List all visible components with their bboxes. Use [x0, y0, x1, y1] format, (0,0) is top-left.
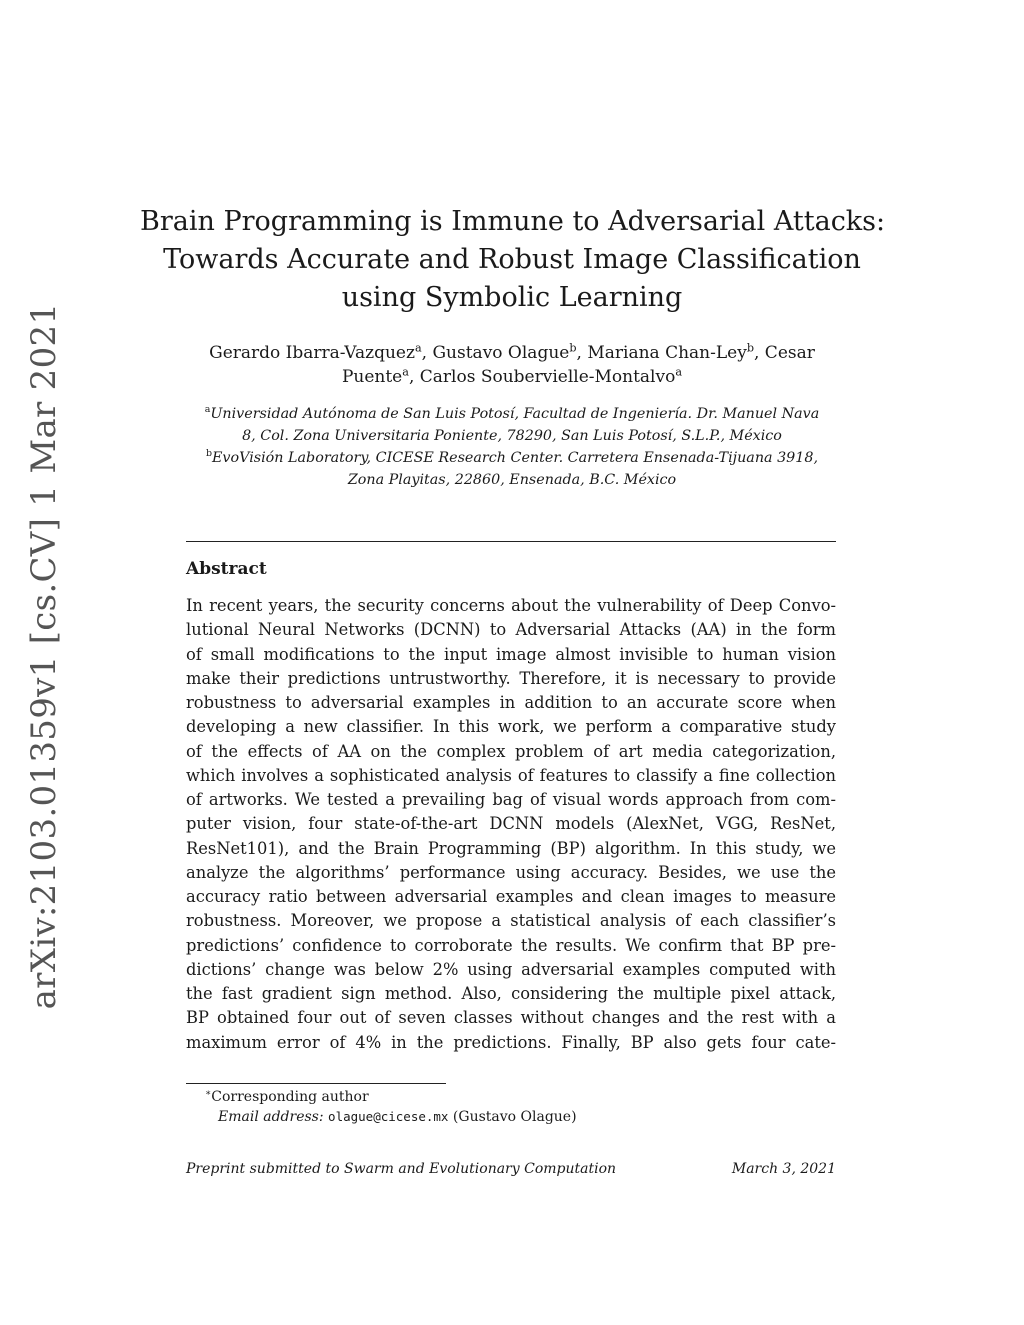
abstract-line: BP obtained four out of seven classes without changes and the rest with a — [186, 1008, 836, 1028]
author-name: Mariana Chan-Ley — [587, 343, 747, 363]
abstract-line: puter vision, four state-of-the-art DCNN models (AlexNet, VGG, ResNet, — [186, 814, 836, 834]
author-list — [140, 341, 884, 389]
abstract-line: of artworks. We tested a prevailing bag of visual words approach from com- — [186, 790, 836, 809]
preprint-note: Preprint submitted to Swarm and Evolutionary Computation — [186, 1161, 617, 1177]
abstract-line: the fast gradient sign method. Also, considering the multiple pixel attack, — [186, 984, 836, 1003]
title-line: Towards Accurate and Robust Image Classification — [163, 244, 861, 275]
footnote-email — [218, 1109, 577, 1125]
author-name: Carlos Soubervielle-Montalvo — [419, 367, 676, 387]
abstract-line: which involves a sophisticated analysis of features to classify a fine collection — [186, 765, 836, 785]
affiliation-line: $^a$Universidad Autónoma de San Luis Potosí, Facultad de Ingeniería. Dr. Manuel Nava — [204, 404, 820, 422]
abstract-line: robustness to adversarial examples in addition to an accurate score when — [186, 693, 836, 712]
footnote-rule — [186, 1083, 446, 1084]
affiliation-mark: a — [414, 341, 422, 355]
abstract-body — [186, 594, 836, 1055]
abstract-line: dictions’ change was below 2% using adversarial examples computed with — [186, 959, 836, 979]
abstract-line: In recent years, the security concerns about the vulnerability of Deep Convo- — [186, 596, 836, 615]
author-line: Gerardo Ibarra-Vazquez$^a$, Gustavo Olague$^b$, Mariana Chan-Ley$^b$, Cesar — [209, 341, 815, 363]
affiliations — [140, 403, 884, 491]
email-address[interactable]: olague@cicese.mx — [328, 1109, 449, 1124]
abstract-line: accuracy ratio between adversarial examples and clean images to measure — [186, 887, 836, 906]
email-owner: (Gustavo Olague) — [452, 1109, 577, 1125]
affiliation-mark: b — [746, 341, 754, 355]
title-line: Brain Programming is Immune to Adversarial Attacks: — [140, 206, 886, 237]
author-line: Puente$^a$, Carlos Soubervielle-Montalvo$^a$ — [341, 365, 683, 387]
affiliation-line: 8, Col. Zona Universitaria Poniente, 78290, San Luis Potosí, S.L.P., México — [242, 428, 782, 444]
author-name: Puente — [341, 367, 403, 387]
abstract-line: maximum error of 4% in the predictions. Finally, BP also gets four cate- — [186, 1032, 836, 1052]
email-label: Email address: — [218, 1109, 324, 1125]
affiliation-line: $^b$EvoVisión Laboratory, CICESE Research Center. Carretera Ensenada-Tijuana 3918, — [205, 448, 819, 466]
abstract-top-rule — [186, 541, 836, 542]
abstract-line: of the effects of AA on the complex problem of art media categorization, — [186, 741, 836, 761]
abstract-line: developing a new classifier. In this work, we perform a comparative study — [186, 717, 836, 737]
abstract-heading: Abstract — [186, 559, 267, 579]
abstract-line: robustness. Moreover, we propose a statistical analysis of each classifier’s — [186, 911, 836, 931]
footnote-mark: ∗ — [205, 1087, 212, 1099]
abstract-line: make their predictions untrustworthy. Therefore, it is necessary to provide — [186, 668, 836, 688]
affiliation-mark: a — [402, 365, 409, 379]
preprint-date: March 3, 2021 — [731, 1161, 836, 1177]
abstract-line: ResNet101), and the Brain Programming (BP) algorithm. In this study, we — [186, 838, 836, 858]
abstract-line: analyze the algorithms’ performance using accuracy. Besides, we use the — [186, 862, 836, 882]
author-name: Gustavo Olague — [432, 343, 570, 363]
abstract-line: predictions’ confidence to corroborate the results. We confirm that BP pre- — [186, 935, 836, 955]
affiliation-line: Zona Playitas, 22860, Ensenada, B.C. México — [347, 472, 677, 488]
title-line: using Symbolic Learning — [341, 282, 683, 313]
abstract-line: lutional Neural Networks (DCNN) to Adversarial Attacks (AA) in the form — [186, 620, 836, 640]
affiliation-mark: a — [675, 365, 683, 379]
abstract-line: of small modifications to the input image almost invisible to human vision — [186, 644, 836, 664]
arxiv-side-label: arXiv:2103.01359v1 [cs.CV] 1 Mar 2021 — [24, 302, 64, 1010]
author-name: Gerardo Ibarra-Vazquez — [209, 343, 415, 363]
paper-title — [140, 203, 884, 317]
affiliation-mark: b — [569, 341, 577, 355]
footnote-corresponding: ∗Corresponding author — [205, 1087, 369, 1105]
